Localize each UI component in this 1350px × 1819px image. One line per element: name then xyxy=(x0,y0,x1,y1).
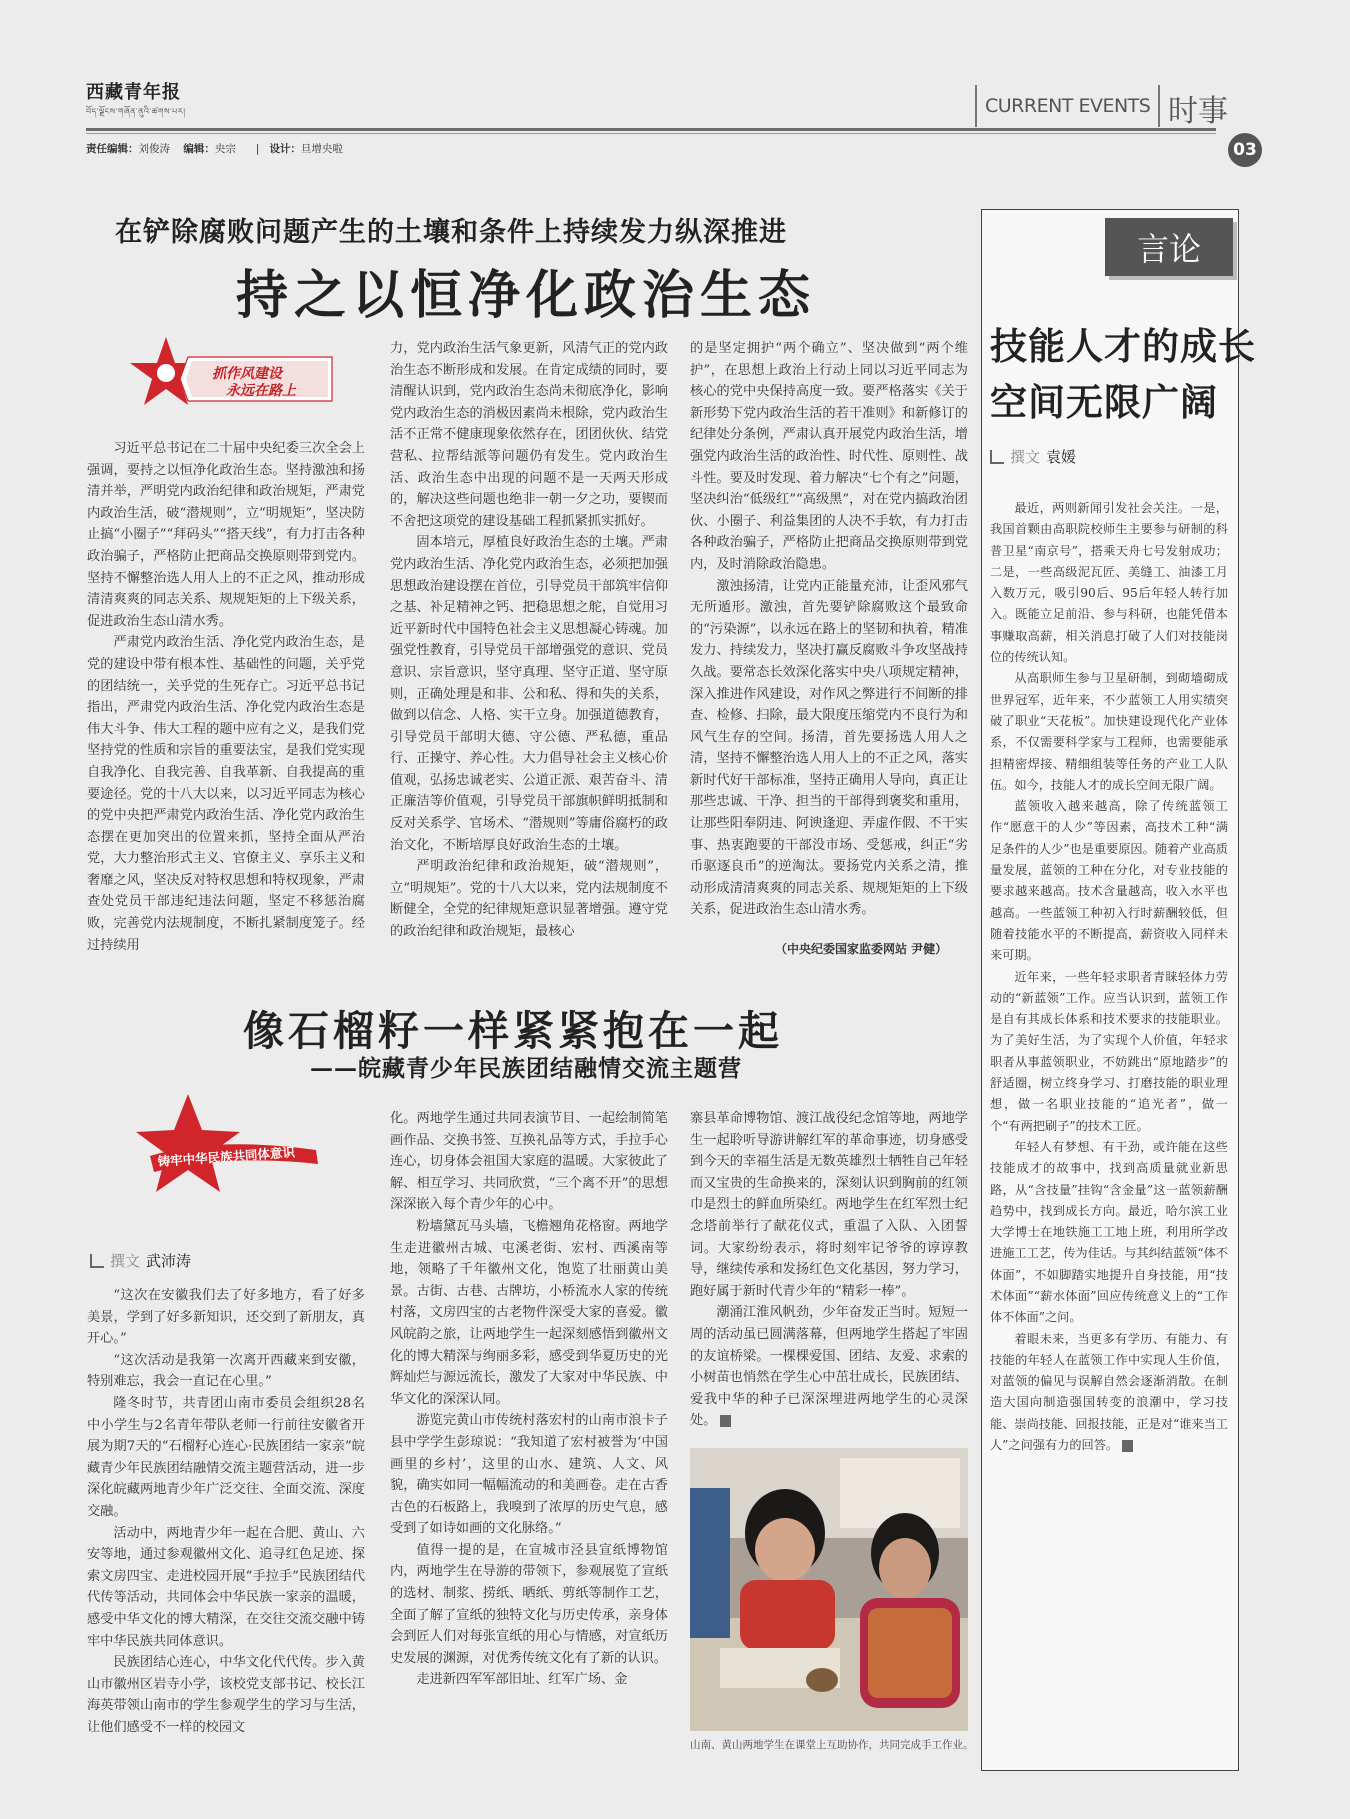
article2-title: 像石榴籽一样紧紧抱在一起 xyxy=(243,1007,783,1055)
editorial-byline xyxy=(990,446,1076,467)
article2-photo xyxy=(690,1448,968,1731)
badge2-text: 铸牢中华民族共同体意识 xyxy=(157,1144,296,1169)
paragraph: 习近平总书记在二十届中央纪委三次全会上强调，要持之以恒净化政治生态。坚持激浊和扬清并举，严明党内政治纪律和政治规矩，严肃党内政治生活，破“潜规则”，立“明规矩”，坚决防止搞“小圈子”“拜码头”“搭天线”，有力打击各种政治骗子，严格防止把商品交换原则带到党内。坚持不懈整治选人用人上的不正之风，推动形成清清爽爽的同志关系、规规矩矩的上下级关系，促进政治生态山清水秀。 xyxy=(87,441,365,629)
section-label xyxy=(975,85,1160,127)
paragraph: 粉墙黛瓦马头墙，飞檐翘角花格窗。两地学生走进徽州古城、屯溪老街、宏村、西溪南等地，领略了千年徽州文化，饱览了壮丽黄山美景。古街、古巷、古牌坊，小桥流水人家的传统村落，文房四宝的古老物件深受大家的喜爱。徽风皖韵之旅，让两地学生一起深刻感悟到徽州文化的博大精深与绚丽多彩，感受到华夏历史的光辉灿烂与源远流长，激发了大家对中华民族、中华文化的深深认同。 xyxy=(390,1218,668,1407)
paragraph: 年轻人有梦想、有干劲，或许能在这些技能成才的故事中，找到高质量就业新思路，从“含技量”挂钩“含金量”这一蓝领薪酬趋势中，找到成长方向。最近，哈尔滨工业大学博士在地铁施工工地上班，利用所学改进施工工艺，传为佳话。与其纠结蓝领“体不体面”，不如脚踏实地提升自身技能，用“技术体面”“薪水体面”回应传统意义上的“工作体不体面”之问。 xyxy=(990,1139,1228,1325)
article2-column-2 xyxy=(390,1108,668,1790)
badge-star-icon xyxy=(136,1094,240,1192)
paragraph: 化。两地学生通过共同表演节目、一起绘制简笔画作品、交换书签、互换礼品等方式，手拉手心连心，切身体会祖国大家庭的温暖。大家彼此了解、相互学习、共同欣赏，“三个离不开”的思想深深嵌入每个青少年的心中。 xyxy=(390,1111,668,1213)
section-chinese: 时事 xyxy=(1168,94,1228,129)
editorial-body xyxy=(990,498,1228,1788)
header-rule xyxy=(86,128,1216,131)
design-label: 设计： xyxy=(269,143,301,155)
page-number: 03 xyxy=(1228,133,1262,167)
byline-label: 撰文 xyxy=(110,1252,141,1270)
article1-source: （中央纪委国家监委网站 尹健） xyxy=(775,942,948,956)
article2-subtitle: ——皖藏青少年民族团结融情交流主题营 xyxy=(310,1055,742,1082)
masthead-name: 西藏青年报 xyxy=(86,82,181,103)
article1-column-1 xyxy=(87,438,365,958)
paragraph: 的是坚定拥护“两个确立”、坚决做到“两个维护”，在思想上政治上行动上同以习近平同志为核心的党中央保持高度一致。要严格落实《关于新形势下党内政治生活的若干准则》和新修订的纪律处分条例，严肃认真开展党内政治生活，增强党内政治生活的政治性、时代性、原则性、战斗性。要及时发现、着力解决“七个有之”问题，坚决纠治“低级红”“高级黑”，对在党内搞政治团伙、小圈子、利益集团的人决不手软，有力打击各种政治骗子，严格防止把商品交换原则带到党内，及时消除政治隐患。 xyxy=(690,341,968,572)
paragraph: 严肃党内政治生活、净化党内政治生态，是党的建设中带有根本性、基础性的问题，关乎党的团结统一，关乎党的生死存亡。习近平总书记指出，严肃党内政治生活、净化党内政治生态是伟大斗争、伟大工程的题中应有之义，是我们党坚持党的性质和宗旨的重要法宝，是我们党实现自我净化、自我完善、自我革新、自我提高的重要途径。党的十八大以来，以习近平同志为核心的党中央把严肃党内政治生活、净化党内政治生态摆在更加突出的位置来抓，坚持全面从严治党，大力整治形式主义、官僚主义、享乐主义和奢靡之风，坚决反对特权思想和特权现象，严肃查处党员干部违纪违法问题，坚定不移惩治腐败，完善党内法规制度，不断扎紧制度笼子。经过持续用 xyxy=(87,635,365,953)
article2-byline xyxy=(90,1250,191,1271)
end-mark-icon xyxy=(1122,1440,1133,1452)
paragraph: 固本培元，厚植良好政治生态的土壤。严肃党内政治生活、净化党内政治生态，必须把加强思想政治建设摆在首位，引导党员干部筑牢信仰之基、补足精神之钙、把稳思想之舵，自觉用习近平新时代中国特色社会主义思想凝心铸魂。加强党性教育，引导党员干部增强党的意识、党员意识、宗旨意识，坚守真理、坚守正道、坚守原则，正确处理是和非、公和私、得和失的关系，做到以信念、人格、实干立身。加强道德教育，引导党员干部明大德、守公德、严私德，重品行、正操守、养心性。大力倡导社会主义核心价值观，弘扬忠诚老实、公道正派、艰苦奋斗、清正廉洁等价值观，引导党员干部旗帜鲜明抵制和反对关系学、官场术、“潜规则”等庸俗腐朽的政治文化，不断培厚良好政治生态的土壤。 xyxy=(390,535,668,853)
article2-badge xyxy=(136,1094,322,1194)
paragraph: 游览完黄山市传统村落宏村的山南市浪卡子县中学学生彭琼说：“我知道了宏村被誉为‘中国画里的乡村’，这里的山水、建筑、人文、风貌，确实如同一幅幅流动的和美画卷。走在古香古色的石板路上，我嗅到了浓厚的历史气息，感受到了如诗如画的文化脉络。” xyxy=(390,1413,668,1537)
responsible-editor: 刘俊涛 xyxy=(138,143,170,155)
paragraph: 民族团结心连心，中华文化代代传。步入黄山市徽州区岩寺小学，该校党支部书记、校长江海英带领山南市的学生参观学生的学习与生活，让他们感受不一样的校园文 xyxy=(87,1655,365,1735)
paragraph: 走进新四军军部旧址、红军广场、金 xyxy=(416,1672,628,1688)
paragraph: 活动中，两地青少年一起在合肥、黄山、六安等地，通过参观徽州文化、追寻红色足迹、探索文房四宝、走进校园开展“手拉手”民族团结代代传等活动，共同体会中华民族一家亲的温暖，感受中华文化的博大精深，在交往交流交融中铸牢中华民族共同体意识。 xyxy=(87,1525,365,1649)
section-english: CURRENT EVENTS xyxy=(985,95,1151,117)
article1-title: 持之以恒净化政治生态 xyxy=(236,265,817,326)
paragraph: 激浊扬清，让党内正能量充沛，让歪风邪气无所遁形。激浊，首先要铲除腐败这个最致命的“污染源”，以永远在路上的坚韧和执着，精准发力、持续发力，坚决打赢反腐败斗争攻坚战持久战。要常态长效深化落实中央八项规定精神，深入推进作风建设，对作风之弊进行不间断的排查、检修、扫除，最大限度压缩党内不良行为和风气生存的空间。扬清，首先要扬选人用人之清，坚持不懈整治选人用人上的不正之风，落实新时代好干部标准，坚持正确用人导向，真正让那些忠诚、干净、担当的干部得到褒奖和重用，让那些阳奉阴违、阿谀逢迎、弄虚作假、不干实事、热衷跑要的干部没市场、受惩戒，纠正“劣币驱逐良币”的逆淘汰。要扬党内关系之清，推动形成清清爽爽的同志关系、规规矩矩的上下级关系，促进政治生态山清水秀。 xyxy=(690,578,968,918)
paragraph: 蓝领收入越来越高，除了传统蓝领工作“愿意干的人少”等因素，高技术工种“满足条件的人少”也是重要原因。随着产业高质量发展，蓝领的工种在分化，对专业技能的要求越来越高。技术含量越高，收入水平也越高。一些蓝领工种初入行时薪酬较低，但随着技能水平的不断提高，薪资收入同样未来可期。 xyxy=(990,799,1228,963)
article1-column-2 xyxy=(390,338,668,960)
byline-icon xyxy=(90,1254,104,1268)
designer: 旦增央啦 xyxy=(300,143,343,155)
editorial-title-line1: 技能人才的成长 xyxy=(990,324,1256,368)
paragraph: 力，党内政治生活气象更新，风清气正的党内政治生态不断形成和发展。在肯定成绩的同时，要清醒认识到，党内政治生态尚未彻底净化，影响党内政治生态的消极因素尚未根除，党内政治生活不正常不健康现象依然存在，团团伙伙、结党营私、拉帮结派等问题仍有发生。党内政治生活、政治生态中出现的问题不是一天两天形成的，解决这些问题也绝非一朝一夕之功，要锲而不舍把这项党的建设基础工程抓紧抓实抓好。 xyxy=(390,341,668,529)
paragraph: 寨县革命博物馆、渡江战役纪念馆等地，两地学生一起聆听导游讲解红军的革命事迹，切身感受到今天的幸福生活是无数英雄烈士牺牲自己年轻而又宝贵的生命换来的，深刻认识到胸前的红领巾是烈士的鲜血所染红。两地学生在红军烈士纪念塔前举行了献花仪式，重温了入队、入团誓词。大家纷纷表示，将时刻牢记爷爷的谆谆教导，继续传承和发扬红色文化基因，努力学习，跑好属于新时代青少年的“精彩一棒”。 xyxy=(690,1111,968,1299)
paragraph: 从高职师生参与卫星研制，到砌墙砌成世界冠军，近年来，不少蓝领工人用实绩突破了职业“天花板”。加快建设现代化产业体系，不仅需要科学家与工程师，也需要能承担精密焊接、精细组装等任务的产业工人队伍。如今，技能人才的成长空间无限广阔。 xyxy=(990,671,1228,792)
article1-badge xyxy=(126,335,336,415)
editor-credits: 责任编辑：刘俊涛 编辑：央宗 | 设计：旦增央啦 xyxy=(86,143,343,155)
paragraph: 隆冬时节，共青团山南市委员会组织28名中小学生与2名青年带队老师一行前往安徽省开展为期7天的“石榴籽心连心·民族团结一家亲”皖藏青少年民族团结融情交流主题营活动，进一步深化皖藏两地青少年广泛交往、全面交流、深度交融。 xyxy=(87,1395,365,1519)
paragraph: 着眼未来，当更多有学历、有能力、有技能的年轻人在蓝领工作中实现人生价值，对蓝领的偏见与误解自然会逐渐消散。在制造大国向制造强国转变的浪潮中，学习技能、崇尚技能、回报技能，正是对“谁来当工人”之问强有力的回答。 xyxy=(990,1331,1228,1453)
paragraph: 近年来，一些年轻求职者青睐轻体力劳动的“新蓝领”工作。应当认识到，蓝领工作是自有其成长体系和技术要求的技能职业。为了美好生活，为了实现个人价值，年轻求职者从事蓝领职业，不妨跳出“原地踏步”的舒适圈，树立终身学习、打磨技能的职业理想，做一名职业技能的“追光者”，做一个“有两把刷子”的技术工匠。 xyxy=(990,969,1228,1133)
article1-kicker: 在铲除腐败问题产生的土壤和条件上持续发力纵深推进 xyxy=(115,217,787,248)
responsible-editor-label: 责任编辑： xyxy=(86,143,139,155)
badge-line2: 永远在路上 xyxy=(226,383,296,399)
header-rule-thin xyxy=(86,133,1216,134)
photo-caption: 山南、黄山两地学生在课堂上互助协作，共同完成手工作业。 xyxy=(690,1739,974,1751)
paragraph: 最近，两则新闻引发社会关注。一是，我国首颗由高职院校师生主要参与研制的科普卫星“南京号”，搭乘天舟七号发射成功；二是，一些高级泥瓦匠、美缝工、油漆工月入数万元，吸引90后、95后年轻人转行加入。既能立足前沿、参与科研，也能凭借本事赚取高薪，相关消息打破了人们对技能岗位的传统认知。 xyxy=(990,501,1228,665)
editor-label: 编辑： xyxy=(183,143,215,155)
editorial-title xyxy=(990,318,1256,430)
paragraph: 值得一提的是，在宣城市泾县宣纸博物馆内，两地学生在导游的带领下，参观展览了宣纸的选材、制浆、捞纸、晒纸、剪纸等制作工艺，全面了解了宣纸的独特文化与历史传承，亲身体会到匠人们对每张宣纸的用心与情感，对宣纸历史发展的渊源，对优秀传统文化有了新的认识。 xyxy=(390,1542,668,1666)
byline-author: 袁媛 xyxy=(1046,448,1077,466)
byline-icon xyxy=(990,450,1004,464)
byline-author: 武沛涛 xyxy=(146,1252,192,1270)
article1-column-3 xyxy=(690,338,968,940)
end-mark-icon xyxy=(720,1415,731,1427)
editorial-tag: 言论 xyxy=(1105,218,1233,276)
masthead-subtitle: བོད་ལྗོངས་གཞོན་ནུའི་ཚགས་པར། xyxy=(86,107,186,116)
paragraph: 严明政治纪律和政治规矩，破“潜规则”，立“明规矩”。党的十八大以来，党内法规制度不断健全，全党的纪律规矩意识显著增强。遵守党的政治纪律和政治规矩，最核心 xyxy=(390,859,668,940)
editor: 央宗 xyxy=(214,143,236,155)
byline-label: 撰文 xyxy=(1010,448,1041,466)
paragraph: 潮涌江淮风帆劲，少年奋发正当时。短短一周的活动虽已圆满落幕，但两地学生搭起了牢固的友谊桥梁。一棵棵爱国、团结、友爱、求索的小树苗也悄然在学生心中茁壮成长，民族团结、爱我中华的种子已深深埋进两地学生的心灵深处。 xyxy=(690,1305,968,1429)
article2-column-3 xyxy=(690,1108,968,1443)
paragraph: “这次在安徽我们去了好多地方，看了好多美景，学到了好多新知识，还交到了新朋友，真开心。” xyxy=(87,1288,365,1347)
article2-column-1 xyxy=(87,1285,365,1790)
paragraph: “这次活动是我第一次离开西藏来到安徽，特别难忘，我会一直记在心里。” xyxy=(87,1352,365,1390)
badge-line1: 抓作风建设 xyxy=(212,366,282,382)
editorial-title-line2: 空间无限广阔 xyxy=(990,380,1218,424)
